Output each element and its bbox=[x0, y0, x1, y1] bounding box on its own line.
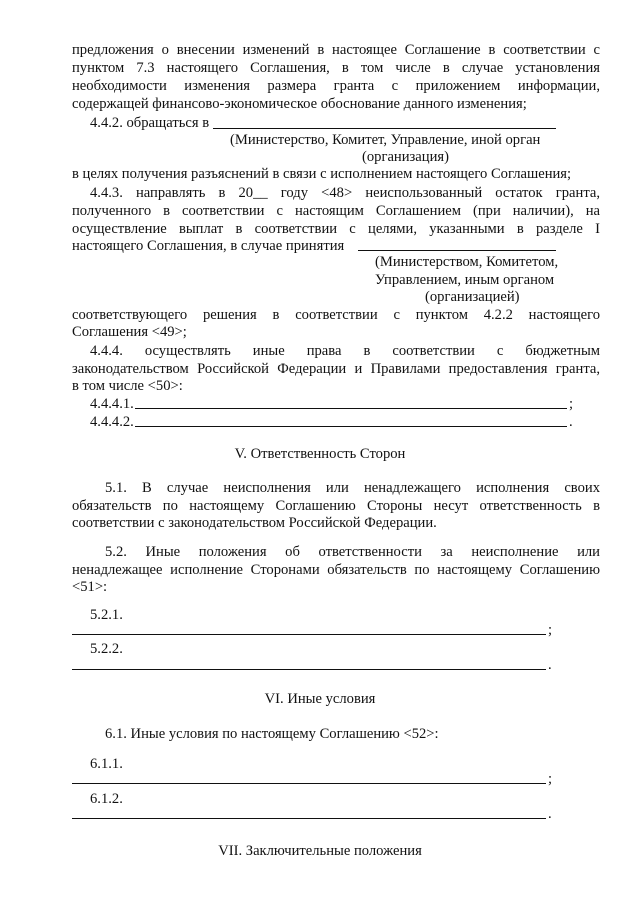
p52-line-3: <51>: bbox=[72, 579, 108, 595]
intro-line-4: содержащей финансово-экономическое обоснование данного изменения; bbox=[72, 96, 527, 112]
p51-line-1: 5.1. В случае неисполнения или ненадлежащего исполнения своих bbox=[105, 480, 600, 496]
p51-line-3: соответствии с законодательством Российской Федерации. bbox=[72, 515, 437, 531]
item-4442-blank bbox=[135, 426, 567, 427]
item-442-note-2: (организация) bbox=[362, 149, 449, 165]
item-522-blank bbox=[72, 669, 546, 670]
section-7-title: VII. Заключительные положения bbox=[218, 843, 422, 859]
item-443-line-1: 4.4.3. направлять в 20__ году <48> неиспользованный остаток гранта, bbox=[90, 185, 600, 201]
item-443-line-4: настоящего Соглашения, в случае принятия bbox=[72, 238, 345, 254]
item-443-tail-2: Соглашения <49>; bbox=[72, 324, 187, 340]
p51-line-2: обязательств по настоящему Соглашению Стороны несут ответственность в bbox=[72, 498, 600, 514]
item-442-lead: 4.4.2. обращаться в bbox=[90, 115, 210, 131]
item-443-note-2: Управлением, иным органом bbox=[375, 272, 555, 288]
item-444-line-2: законодательством Российской Федерации и Правилами предоставления гранта, bbox=[72, 361, 600, 377]
item-443-line-3: осуществление выплат в соответствии с целями, указанными в разделе I bbox=[72, 221, 600, 237]
item-443-tail-1: соответствующего решения в соответствии с пунктом 4.2.2 настоящего bbox=[72, 307, 600, 323]
item-4442-end: . bbox=[569, 414, 573, 430]
intro-line-3: необходимости изменения размера гранта с приложением информации, bbox=[72, 78, 600, 94]
item-442-tail: в целях получения разъяснений в связи с исполнением настоящего Соглашения; bbox=[72, 166, 572, 182]
item-443-note-1: (Министерством, Комитетом, bbox=[375, 254, 559, 270]
item-443-note-3: (организацией) bbox=[425, 289, 520, 305]
item-612-end: . bbox=[548, 806, 552, 822]
item-521-end: ; bbox=[548, 622, 553, 638]
item-522-label: 5.2.2. bbox=[90, 641, 123, 657]
intro-line-1: предложения о внесении изменений в настоящее Соглашение в соответствии с bbox=[72, 42, 600, 58]
section-6-title: VI. Иные условия bbox=[264, 691, 376, 707]
item-442-blank bbox=[213, 128, 556, 129]
item-522-end: . bbox=[548, 657, 552, 673]
item-612-label: 6.1.2. bbox=[90, 791, 123, 807]
item-612-blank bbox=[72, 818, 546, 819]
item-442-note-1: (Министерство, Комитет, Управление, иной орган bbox=[230, 132, 541, 148]
p52-line-2: ненадлежащее исполнение Сторонами обязательств по настоящему Соглашению bbox=[72, 562, 600, 578]
item-4441-blank bbox=[135, 408, 567, 409]
item-521-blank bbox=[72, 634, 546, 635]
item-4441-label: 4.4.4.1. bbox=[90, 396, 134, 412]
item-611-end: ; bbox=[548, 771, 553, 787]
item-521-label: 5.2.1. bbox=[90, 607, 123, 623]
section-5-title: V. Ответственность Сторон bbox=[234, 446, 406, 462]
item-611-label: 6.1.1. bbox=[90, 756, 123, 772]
item-4442-label: 4.4.4.2. bbox=[90, 414, 134, 430]
item-444-line-3: в том числе <50>: bbox=[72, 378, 183, 394]
p52-line-1: 5.2. Иные положения об ответственности за неисполнение или bbox=[105, 544, 600, 560]
item-611-blank bbox=[72, 783, 546, 784]
item-4441-end: ; bbox=[569, 396, 574, 412]
item-443-blank bbox=[358, 250, 556, 251]
item-444-line-1: 4.4.4. осуществлять иные права в соответствии с бюджетным bbox=[90, 343, 600, 359]
p61-line: 6.1. Иные условия по настоящему Соглашению <52>: bbox=[105, 726, 439, 742]
item-443-line-2: полученного в соответствии с настоящим Соглашением (при наличии), на bbox=[72, 203, 600, 219]
intro-line-2: пунктом 7.3 настоящего Соглашения, в том числе в случае установления bbox=[72, 60, 600, 76]
